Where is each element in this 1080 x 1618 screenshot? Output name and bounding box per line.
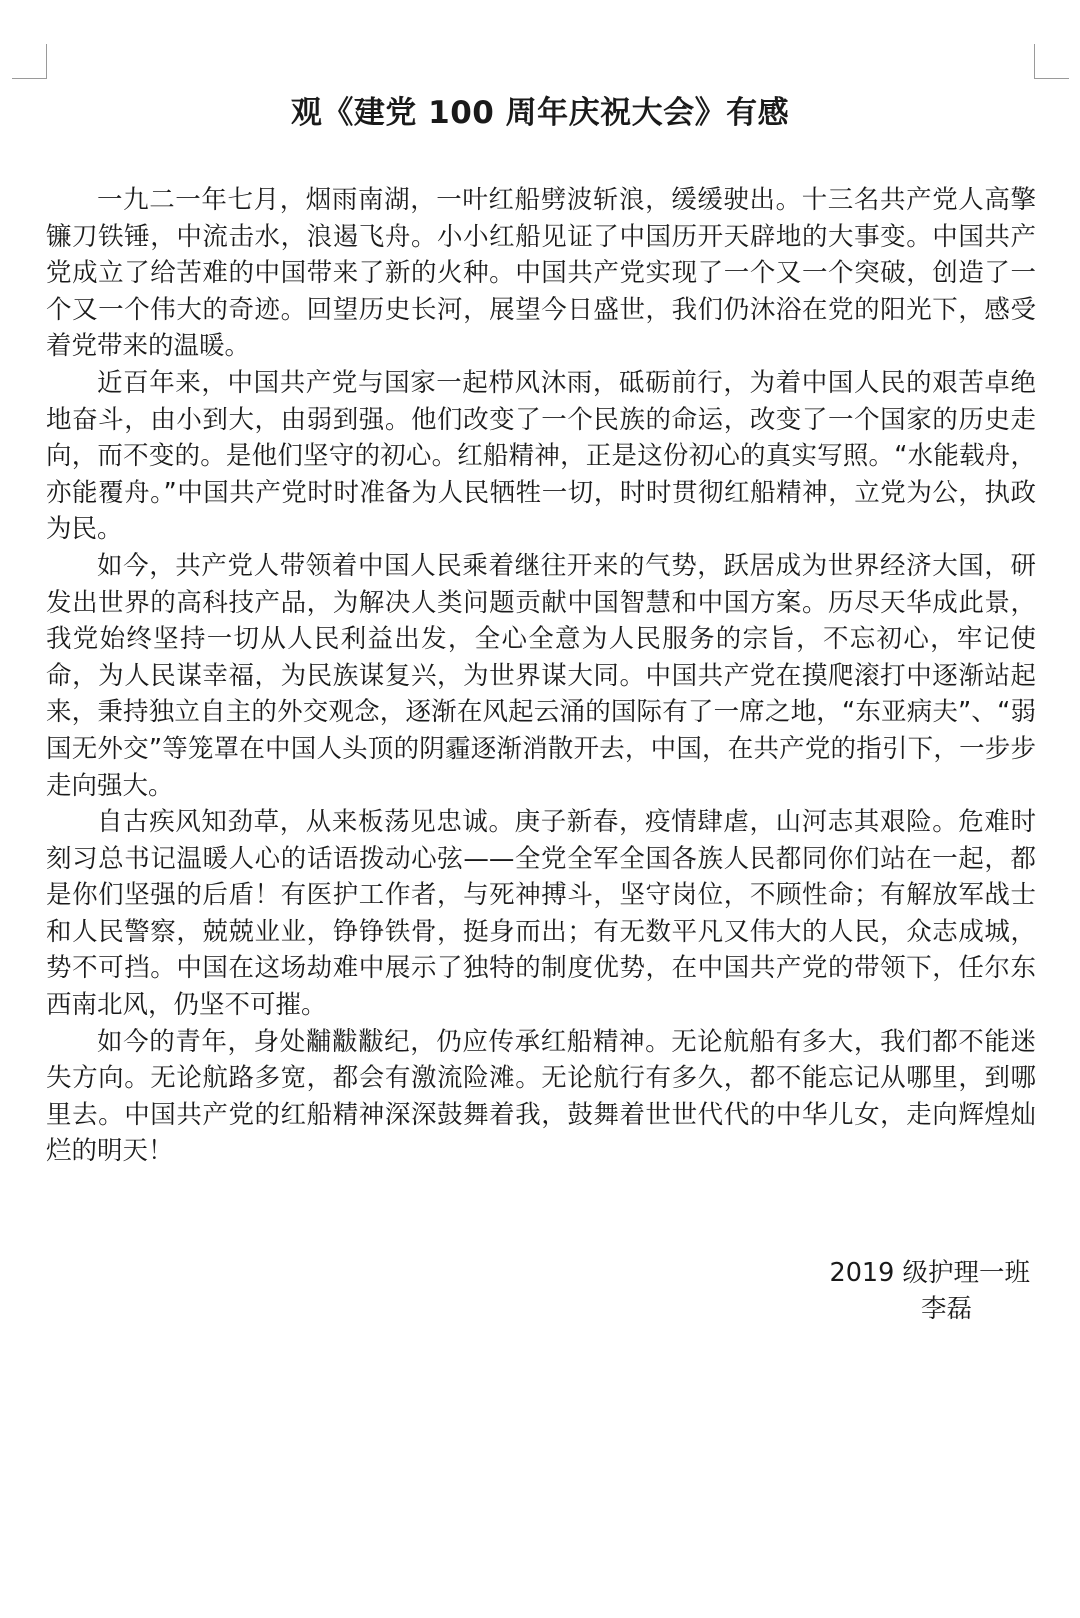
paragraph-4: 自古疾风知劲草，从来板荡见忠诚。庚子新春，疫情肆虐，山河志其艰险。危难时刻习总书记温暖人心的话语拨动心弦——全党全军全国各族人民都同你们站在一起，都是你们坚强的后盾！有医护工作者，与死神搏斗，坚守岗位，不顾性命；有解放军战士和人民警察，兢兢业业，铮铮铁骨，挺身而出；有无数平凡又伟大的人民，众志成城，势不可挡。中国在这场劫难中展示了独特的制度优势，在中国共产党的带领下，任尔东西南北风，仍坚不可摧。 — [46, 807, 1036, 1021]
page-corner-mark-top-right — [1034, 44, 1069, 79]
paragraph-1: 一九二一年七月，烟雨南湖，一叶红船劈波斩浪，缓缓驶出。十三名共产党人高擎镰刀铁锤，中流击水，浪遏飞舟。小小红船见证了中国历开天辟地的大事变。中国共产党成立了给苦难的中国带来了新的火种。中国共产党实现了一个又一个突破，创造了一个又一个伟大的奇迹。回望历史长河，展望今日盛世，我们仍沐浴在党的阳光下，感受着党带来的温暖。 — [46, 185, 1036, 362]
document-title: 观《建党 100 周年庆祝大会》有感 — [290, 95, 790, 131]
paragraph-5: 如今的青年，身处黼黻黻纪，仍应传承红船精神。无论航船有多大，我们都不能迷失方向。无论航路多宽，都会有激流险滩。无论航行有多久，都不能忘记从哪里，到哪里去。中国共产党的红船精神深深鼓舞着我，鼓舞着世世代代的中华儿女，走向辉煌灿烂的明天！ — [46, 1026, 1036, 1167]
paragraph-3: 如今，共产党人带领着中国人民乘着继往开来的气势，跃居成为世界经济大国，研发出世界的高科技产品，为解决人类问题贡献中国智慧和中国方案。历尽天华成此景，我党始终坚持一切从人民利益出发，全心全意为人民服务的宗旨，不忘初心，牢记使命，为人民谋幸福，为民族谋复兴，为世界谋大同。中国共产党在摸爬滚打中逐渐站起来，秉持独立自主的外交观念，逐渐在风起云涌的国际有了一席之地，“东亚病夫”、“弱国无外交”等笼罩在中国人头顶的阴霾逐渐消散开去，中国，在共产党的指引下，一步步走向强大。 — [46, 550, 1036, 801]
paragraph-2: 近百年来，中国共产党与国家一起栉风沐雨，砥砺前行，为着中国人民的艰苦卓绝地奋斗，由小到大，由弱到强。他们改变了一个民族的命运，改变了一个国家的历史走向，而不变的。是他们坚守的初心。红船精神，正是这份初心的真实写照。“水能载舟，亦能覆舟。”中国共产党时时准备为人民牺牲一切，时时贯彻红船精神，立党为公，执政为民。 — [46, 367, 1036, 545]
signature-class: 2019 级护理一班 — [829, 1258, 1030, 1288]
signature-block — [700, 1255, 1030, 1327]
signature-author: 李磊 — [920, 1294, 972, 1324]
page-corner-mark-top-left — [12, 44, 47, 79]
document-body — [46, 182, 1036, 1170]
